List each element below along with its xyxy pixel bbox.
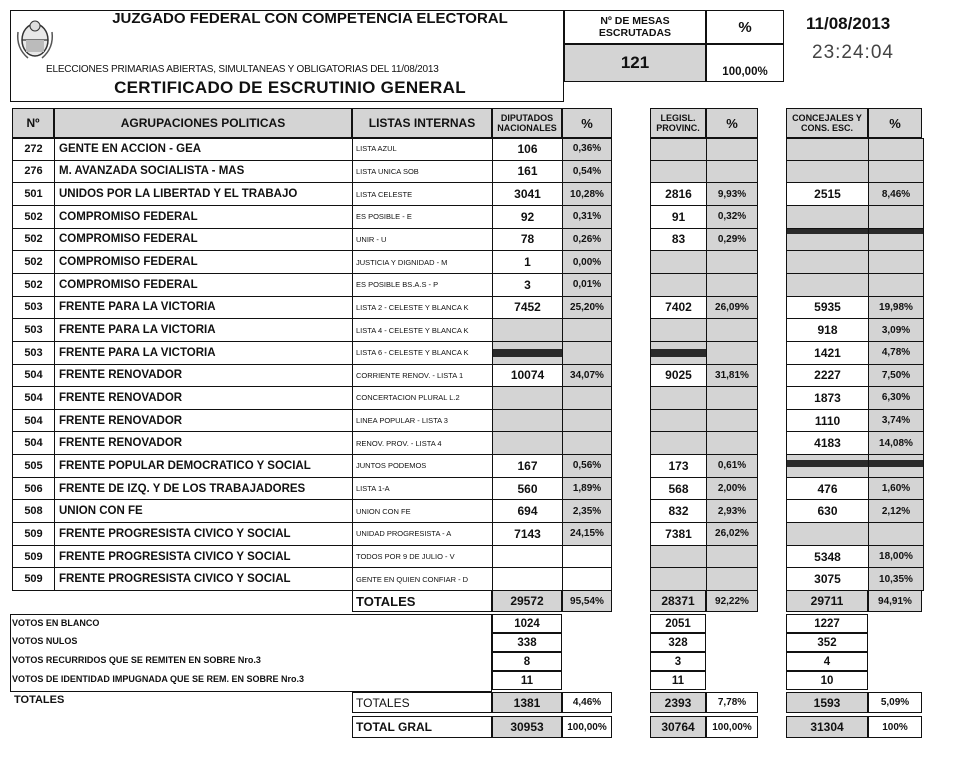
row-con-pct: 10,35% bbox=[868, 568, 924, 591]
row-agrupacion: COMPROMISO FEDERAL bbox=[54, 251, 352, 274]
row-number: 505 bbox=[12, 455, 54, 478]
row-number: 509 bbox=[12, 568, 54, 591]
totales-con-pct: 94,91% bbox=[868, 590, 922, 612]
table-right-frame bbox=[786, 138, 924, 591]
row-agrupacion: FRENTE RENOVADOR bbox=[54, 432, 352, 455]
row-agrupacion: FRENTE RENOVADOR bbox=[54, 365, 352, 388]
row-number: 503 bbox=[12, 342, 54, 365]
row-con-value: 630 bbox=[786, 500, 868, 523]
row-dip-pct: 0,36% bbox=[562, 138, 612, 161]
totales2-dip-pct: 4,46% bbox=[562, 692, 612, 713]
row-agrupacion: FRENTE PARA LA VICTORIA bbox=[54, 297, 352, 320]
row-con-pct: 7,50% bbox=[868, 365, 924, 388]
otros-con-value: 352 bbox=[786, 633, 868, 652]
totales-leg: 28371 bbox=[650, 590, 706, 612]
col-con-pct: % bbox=[868, 108, 922, 138]
mesas-label: Nº DE MESAS ESCRUTADAS bbox=[564, 10, 706, 44]
row-dip-value: 167 bbox=[492, 455, 562, 478]
row-leg-pct: 0,29% bbox=[706, 229, 758, 252]
row-con-value: 1421 bbox=[786, 342, 868, 365]
row-lista: RENOV. PROV. - LISTA 4 bbox=[352, 432, 492, 455]
row-con-pct: 8,46% bbox=[868, 183, 924, 206]
row-dip-pct: 2,35% bbox=[562, 500, 612, 523]
row-number: 501 bbox=[12, 183, 54, 206]
row-number: 508 bbox=[12, 500, 54, 523]
mesas-pct-value: 100,00% bbox=[706, 44, 784, 82]
row-leg-value: 7381 bbox=[650, 523, 706, 546]
row-number: 504 bbox=[12, 387, 54, 410]
mesas-pct-header: % bbox=[706, 10, 784, 44]
row-con-value: 1110 bbox=[786, 410, 868, 433]
row-con-value: 2227 bbox=[786, 365, 868, 388]
row-agrupacion: FRENTE PARA LA VICTORIA bbox=[54, 319, 352, 342]
otros-leg-value: 2051 bbox=[650, 614, 706, 633]
row-leg-value: 568 bbox=[650, 478, 706, 501]
row-dip-pct: 34,07% bbox=[562, 365, 612, 388]
row-lista: UNIDAD PROGRESISTA - A bbox=[352, 523, 492, 546]
row-agrupacion: COMPROMISO FEDERAL bbox=[54, 229, 352, 252]
row-dip-value: 560 bbox=[492, 478, 562, 501]
row-number: 509 bbox=[12, 523, 54, 546]
row-con-pct: 4,78% bbox=[868, 342, 924, 365]
otros-label-2: VOTOS RECURRIDOS QUE SE REMITEN EN SOBRE Nro.3 bbox=[12, 655, 261, 665]
row-lista: JUNTOS PODEMOS bbox=[352, 455, 492, 478]
row-dip-value: 3041 bbox=[492, 183, 562, 206]
row-lista: LISTA 1-A bbox=[352, 478, 492, 501]
row-agrupacion: UNION CON FE bbox=[54, 500, 352, 523]
row-number: 276 bbox=[12, 161, 54, 184]
total-gral-dip: 30953 bbox=[492, 716, 562, 738]
otros-con-value: 10 bbox=[786, 671, 868, 690]
row-lista: LISTA 4 - CELESTE Y BLANCA K bbox=[352, 319, 492, 342]
row-leg-pct: 2,93% bbox=[706, 500, 758, 523]
row-con-pct: 1,60% bbox=[868, 478, 924, 501]
row-dip-pct: 0,54% bbox=[562, 161, 612, 184]
row-leg-pct: 9,93% bbox=[706, 183, 758, 206]
row-con-pct: 18,00% bbox=[868, 546, 924, 569]
mesas-value: 121 bbox=[564, 44, 706, 82]
row-lista: CONCERTACION PLURAL L.2 bbox=[352, 387, 492, 410]
row-number: 504 bbox=[12, 432, 54, 455]
table-left-frame bbox=[12, 138, 612, 591]
row-lista: LISTA 6 - CELESTE Y BLANCA K bbox=[352, 342, 492, 365]
row-number: 502 bbox=[12, 229, 54, 252]
row-leg-value: 2816 bbox=[650, 183, 706, 206]
row-lista: UNIR - U bbox=[352, 229, 492, 252]
col-leg-pct: % bbox=[706, 108, 758, 138]
col-no: Nº bbox=[12, 108, 54, 138]
row-number: 503 bbox=[12, 319, 54, 342]
row-dip-pct: 25,20% bbox=[562, 297, 612, 320]
totales-label: TOTALES bbox=[352, 590, 492, 612]
row-dip-pct: 24,15% bbox=[562, 523, 612, 546]
row-dip-value: 3 bbox=[492, 274, 562, 297]
row-con-value: 918 bbox=[786, 319, 868, 342]
row-dip-value: 10074 bbox=[492, 365, 562, 388]
otros-con-value: 4 bbox=[786, 652, 868, 671]
row-lista: JUSTICIA Y DIGNIDAD - M bbox=[352, 251, 492, 274]
col-agrupaciones: AGRUPACIONES POLITICAS bbox=[54, 108, 352, 138]
row-agrupacion: GENTE EN ACCION - GEA bbox=[54, 138, 352, 161]
row-agrupacion: FRENTE PROGRESISTA CIVICO Y SOCIAL bbox=[54, 546, 352, 569]
row-dip-value: 1 bbox=[492, 251, 562, 274]
row-lista: TODOS POR 9 DE JULIO - V bbox=[352, 546, 492, 569]
total-gral-label: TOTAL GRAL bbox=[352, 716, 492, 738]
print-date: 11/08/2013 bbox=[806, 14, 891, 33]
row-number: 502 bbox=[12, 206, 54, 229]
row-agrupacion: FRENTE PARA LA VICTORIA bbox=[54, 342, 352, 365]
row-leg-pct: 26,02% bbox=[706, 523, 758, 546]
otros-dip-value: 8 bbox=[492, 652, 562, 671]
row-agrupacion: M. AVANZADA SOCIALISTA - MAS bbox=[54, 161, 352, 184]
totales2-con: 1593 bbox=[786, 692, 868, 713]
row-leg-value: 832 bbox=[650, 500, 706, 523]
row-lista: UNION CON FE bbox=[352, 500, 492, 523]
row-con-pct: 3,09% bbox=[868, 319, 924, 342]
row-agrupacion: COMPROMISO FEDERAL bbox=[54, 206, 352, 229]
row-dip-value: 7452 bbox=[492, 297, 562, 320]
totales-leg-pct: 92,22% bbox=[706, 590, 758, 612]
row-lista: CORRIENTE RENOV. - LISTA 1 bbox=[352, 365, 492, 388]
row-con-value: 5935 bbox=[786, 297, 868, 320]
row-con-value: 1873 bbox=[786, 387, 868, 410]
row-con-value: 476 bbox=[786, 478, 868, 501]
otros-dip-value: 338 bbox=[492, 633, 562, 652]
otros-leg-value: 328 bbox=[650, 633, 706, 652]
row-number: 506 bbox=[12, 478, 54, 501]
row-leg-pct: 31,81% bbox=[706, 365, 758, 388]
row-dip-pct: 10,28% bbox=[562, 183, 612, 206]
totales2-dip: 1381 bbox=[492, 692, 562, 713]
row-con-pct: 3,74% bbox=[868, 410, 924, 433]
col-concejales: CONCEJALES Y CONS. ESC. bbox=[786, 108, 868, 138]
otros-label-3: VOTOS DE IDENTIDAD IMPUGNADA QUE SE REM. EN SOBRE Nro.3 bbox=[12, 674, 305, 684]
row-con-value: 2515 bbox=[786, 183, 868, 206]
row-leg-value: 91 bbox=[650, 206, 706, 229]
row-lista: ES POSIBLE - E bbox=[352, 206, 492, 229]
col-diputados: DIPUTADOS NACIONALES bbox=[492, 108, 562, 138]
totales2-label: TOTALES bbox=[352, 692, 492, 713]
totales2-leg-pct: 7,78% bbox=[706, 692, 758, 713]
totales-dip: 29572 bbox=[492, 590, 562, 612]
row-leg-value: 173 bbox=[650, 455, 706, 478]
totales-con: 29711 bbox=[786, 590, 868, 612]
row-dip-value: 7143 bbox=[492, 523, 562, 546]
col-legisladores: LEGISL. PROVINC. bbox=[650, 108, 706, 138]
otros-con-value: 1227 bbox=[786, 614, 868, 633]
row-lista: ES POSIBLE BS.A.S - P bbox=[352, 274, 492, 297]
row-dip-pct: 0,01% bbox=[562, 274, 612, 297]
row-dip-pct: 0,26% bbox=[562, 229, 612, 252]
otros-dip-value: 1024 bbox=[492, 614, 562, 633]
coat-of-arms-icon bbox=[14, 18, 56, 62]
row-leg-pct: 26,09% bbox=[706, 297, 758, 320]
row-con-pct: 19,98% bbox=[868, 297, 924, 320]
row-dip-value: 106 bbox=[492, 138, 562, 161]
row-lista: GENTE EN QUIEN CONFIAR - D bbox=[352, 568, 492, 591]
col-listas: LISTAS INTERNAS bbox=[352, 108, 492, 138]
row-number: 504 bbox=[12, 365, 54, 388]
row-leg-pct: 0,32% bbox=[706, 206, 758, 229]
court-title: JUZGADO FEDERAL CON COMPETENCIA ELECTORAL bbox=[112, 10, 508, 27]
row-agrupacion: COMPROMISO FEDERAL bbox=[54, 274, 352, 297]
totales2-leg: 2393 bbox=[650, 692, 706, 713]
row-con-value: 3075 bbox=[786, 568, 868, 591]
otros-leg-value: 11 bbox=[650, 671, 706, 690]
row-number: 272 bbox=[12, 138, 54, 161]
row-con-value: 5348 bbox=[786, 546, 868, 569]
row-con-pct: 6,30% bbox=[868, 387, 924, 410]
row-dip-value: 78 bbox=[492, 229, 562, 252]
row-con-pct: 2,12% bbox=[868, 500, 924, 523]
row-leg-value: 83 bbox=[650, 229, 706, 252]
total-gral-dip-pct: 100,00% bbox=[562, 716, 612, 738]
row-number: 503 bbox=[12, 297, 54, 320]
row-dip-pct: 1,89% bbox=[562, 478, 612, 501]
row-agrupacion: FRENTE POPULAR DEMOCRATICO Y SOCIAL bbox=[54, 455, 352, 478]
row-agrupacion: FRENTE RENOVADOR bbox=[54, 387, 352, 410]
row-leg-pct: 0,61% bbox=[706, 455, 758, 478]
row-dip-value: 161 bbox=[492, 161, 562, 184]
row-number: 509 bbox=[12, 546, 54, 569]
table-mid-frame bbox=[650, 138, 758, 591]
totales2-con-pct: 5,09% bbox=[868, 692, 922, 713]
row-agrupacion: FRENTE PROGRESISTA CIVICO Y SOCIAL bbox=[54, 523, 352, 546]
row-dip-pct: 0,56% bbox=[562, 455, 612, 478]
row-lista: LISTA UNICA SOB bbox=[352, 161, 492, 184]
total-gral-leg-pct: 100,00% bbox=[706, 716, 758, 738]
row-dip-value: 92 bbox=[492, 206, 562, 229]
row-lista: LISTA 2 - CELESTE Y BLANCA K bbox=[352, 297, 492, 320]
totales2-left-label: TOTALES bbox=[14, 694, 65, 706]
row-number: 504 bbox=[12, 410, 54, 433]
row-agrupacion: FRENTE DE IZQ. Y DE LOS TRABAJADORES bbox=[54, 478, 352, 501]
otros-label-0: VOTOS EN BLANCO bbox=[12, 618, 100, 628]
row-number: 502 bbox=[12, 274, 54, 297]
row-lista: LINEA POPULAR - LISTA 3 bbox=[352, 410, 492, 433]
row-number: 502 bbox=[12, 251, 54, 274]
otros-label-1: VOTOS NULOS bbox=[12, 636, 78, 646]
row-dip-pct: 0,31% bbox=[562, 206, 612, 229]
row-con-pct: 14,08% bbox=[868, 432, 924, 455]
otros-dip-value: 11 bbox=[492, 671, 562, 690]
total-gral-con-pct: 100% bbox=[868, 716, 922, 738]
row-agrupacion: UNIDOS POR LA LIBERTAD Y EL TRABAJO bbox=[54, 183, 352, 206]
row-leg-value: 9025 bbox=[650, 365, 706, 388]
total-gral-con: 31304 bbox=[786, 716, 868, 738]
row-lista: LISTA CELESTE bbox=[352, 183, 492, 206]
row-leg-value: 7402 bbox=[650, 297, 706, 320]
row-agrupacion: FRENTE RENOVADOR bbox=[54, 410, 352, 433]
row-con-value: 4183 bbox=[786, 432, 868, 455]
total-gral-leg: 30764 bbox=[650, 716, 706, 738]
certificate-title: CERTIFICADO DE ESCRUTINIO GENERAL bbox=[114, 78, 466, 97]
election-subtitle: ELECCIONES PRIMARIAS ABIERTAS, SIMULTANEAS Y OBLIGATORIAS DEL 11/08/2013 bbox=[46, 64, 439, 75]
print-time: 23:24:04 bbox=[812, 42, 894, 63]
totales-dip-pct: 95,54% bbox=[562, 590, 612, 612]
row-dip-pct: 0,00% bbox=[562, 251, 612, 274]
row-leg-pct: 2,00% bbox=[706, 478, 758, 501]
row-dip-value: 694 bbox=[492, 500, 562, 523]
row-lista: LISTA AZUL bbox=[352, 138, 492, 161]
col-dip-pct: % bbox=[562, 108, 612, 138]
otros-leg-value: 3 bbox=[650, 652, 706, 671]
row-agrupacion: FRENTE PROGRESISTA CIVICO Y SOCIAL bbox=[54, 568, 352, 591]
